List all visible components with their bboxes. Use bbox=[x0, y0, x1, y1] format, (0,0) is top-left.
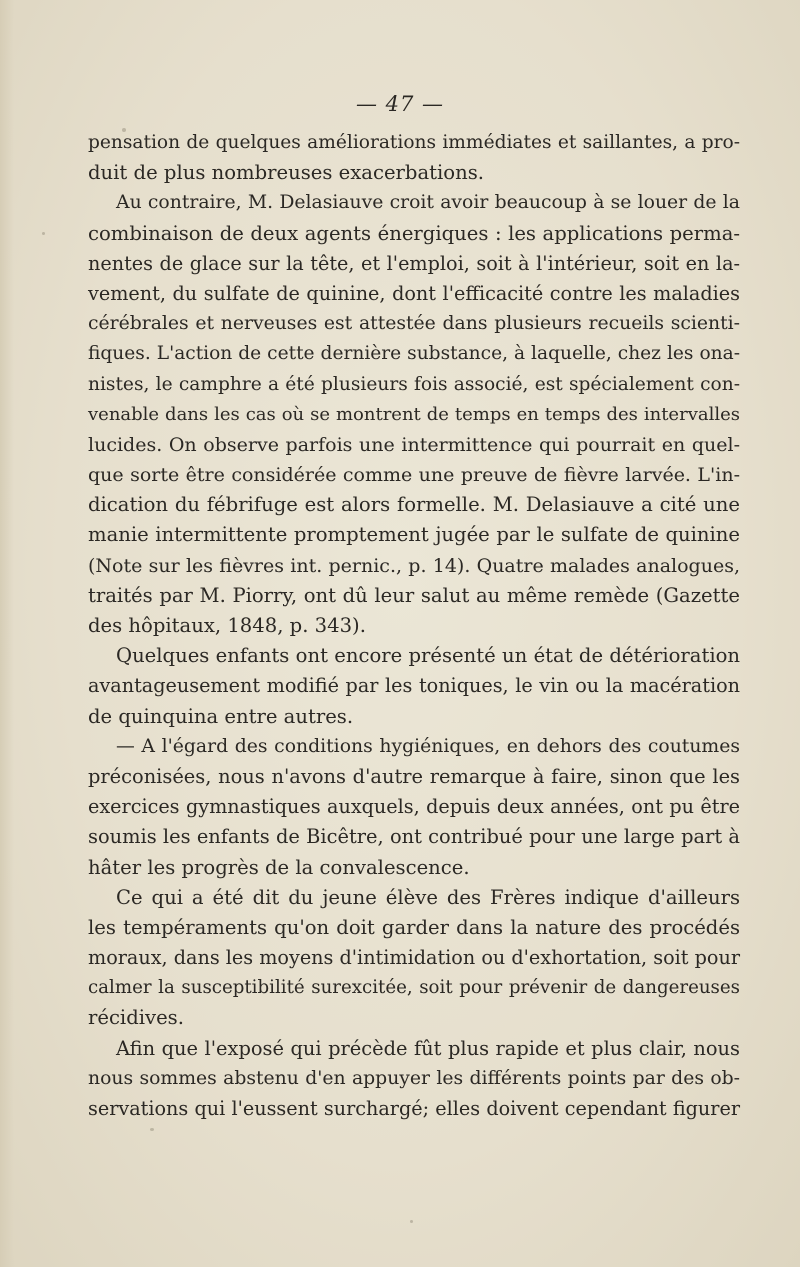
page-edge-shadow bbox=[0, 0, 14, 1267]
paper-speck bbox=[150, 1128, 154, 1131]
text-line: nistes, le camphre a été plusieurs fois associé, est spécialement con- bbox=[88, 373, 740, 395]
text-line: combinaison de deux agents énergiques : les applications perma- bbox=[88, 221, 740, 245]
text-line: vement, du sulfate de quinine, dont l'efficacité contre les maladies bbox=[88, 281, 740, 305]
text-line: (Note sur les fièvres int. pernic., p. 14). Quatre malades analogues, bbox=[88, 554, 740, 577]
text-line: moraux, dans les moyens d'intimidation ou d'exhortation, soit pour bbox=[88, 946, 740, 970]
text-line: hâter les progrès de la convalescence. bbox=[88, 855, 470, 879]
text-line: fiques. L'action de cette dernière substance, à laquelle, chez les ona- bbox=[88, 343, 740, 365]
text-line: avantageusement modifié par les toniques, le vin ou la macération bbox=[88, 674, 740, 698]
text-line: que sorte être considérée comme une preuve de fièvre larvée. L'in- bbox=[88, 464, 740, 487]
text-line: les tempéraments qu'on doit garder dans la nature des procédés bbox=[88, 915, 740, 939]
text-line: nous sommes abstenu d'en appuyer les différents points par des ob- bbox=[88, 1067, 740, 1089]
text-line: calmer la susceptibilité surexcitée, soit pour prévenir de dangereuses bbox=[88, 977, 740, 999]
body-text bbox=[88, 128, 740, 1124]
text-line: de quinquina entre autres. bbox=[88, 704, 354, 728]
text-line: Afin que l'exposé qui précède fût plus rapide et plus clair, nous bbox=[116, 1036, 740, 1060]
text-line: nentes de glace sur la tête, et l'emploi, soit à l'intérieur, soit en la- bbox=[88, 251, 740, 275]
text-line: préconisées, nous n'avons d'autre remarque à faire, sinon que les bbox=[88, 764, 740, 788]
text-line: traités par M. Piorry, ont dû leur salut au même remède (Gazette bbox=[88, 583, 740, 607]
text-line: — A l'égard des conditions hygiéniques, en dehors des coutumes bbox=[116, 735, 740, 757]
text-line: pensation de quelques améliorations immédiates et saillantes, a pro- bbox=[88, 132, 740, 153]
text-line: soumis les enfants de Bicêtre, ont contribué pour une large part à bbox=[88, 825, 740, 849]
text-line: Ce qui a été dit du jeune élève des Frères indique d'ailleurs bbox=[116, 885, 740, 909]
text-line: duit de plus nombreuses exacerbations. bbox=[88, 161, 484, 185]
text-line: Quelques enfants ont encore présenté un état de détérioration bbox=[116, 644, 740, 668]
paper-speck bbox=[42, 232, 45, 235]
text-line: servations qui l'eussent surchargé; elles doivent cependant figurer bbox=[88, 1097, 740, 1120]
text-line: lucides. On observe parfois une intermittence qui pourrait en quel- bbox=[88, 433, 740, 456]
text-line: manie intermittente promptement jugée par le sulfate de quinine bbox=[88, 523, 740, 547]
text-line: dication du fébrifuge est alors formelle. M. Delasiauve a cité une bbox=[88, 493, 740, 517]
text-line: venable dans les cas où se montrent de temps en temps des intervalles bbox=[88, 403, 740, 425]
text-line: récidives. bbox=[88, 1006, 184, 1030]
text-line: des hôpitaux, 1848, p. 343). bbox=[88, 614, 366, 637]
text-line: cérébrales et nerveuses est attestée dans plusieurs recueils scienti- bbox=[88, 313, 740, 335]
paper-speck bbox=[410, 1220, 413, 1223]
text-line: exercices gymnastiques auxquels, depuis deux années, ont pu être bbox=[88, 795, 740, 819]
text-line: Au contraire, M. Delasiauve croit avoir beaucoup à se louer de la bbox=[116, 192, 740, 214]
page-number: — 47 — bbox=[355, 92, 445, 116]
